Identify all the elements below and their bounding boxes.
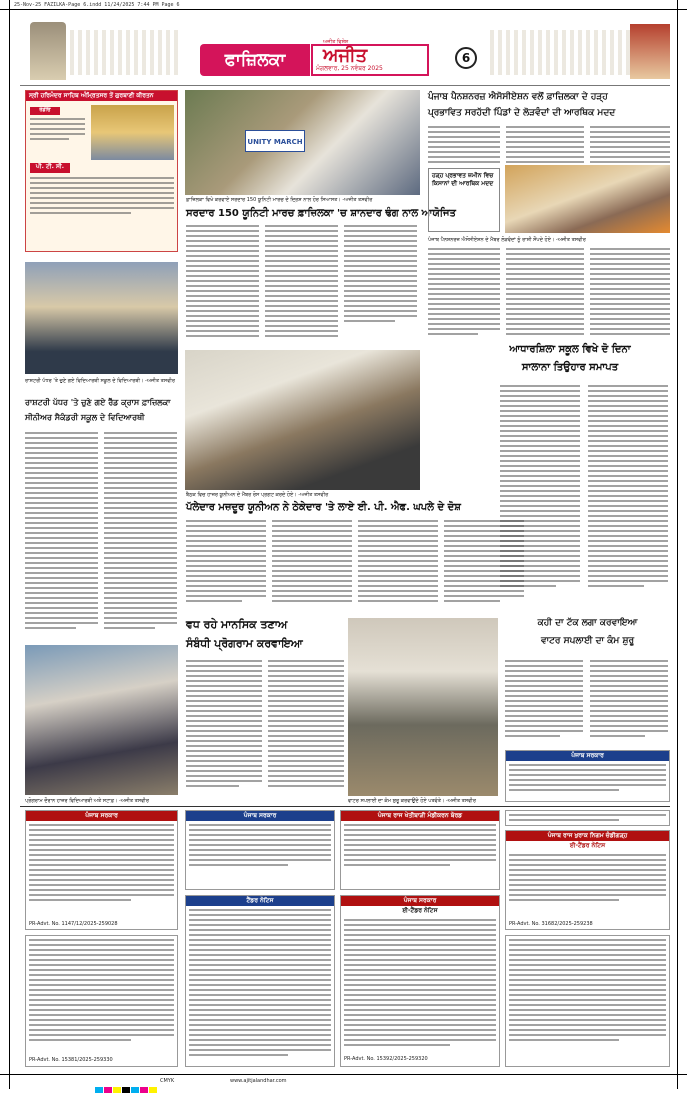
unity-march-photo xyxy=(185,90,420,195)
ad-punjab-govt-1-title: ਪੰਜਾਬ ਸਰਕਾਰ xyxy=(506,751,669,761)
lead-body-bottom xyxy=(428,248,673,338)
page-number: 6 xyxy=(455,47,477,69)
mental-headline-line1: ਵਧ ਰਹੇ ਮਾਨਸਿਕ ਤਣਾਅ xyxy=(186,618,288,631)
mental-headline-line2: ਸੰਬੰਧੀ ਪ੍ਰੋਗਰਾਮ ਕਰਵਾਇਆ xyxy=(186,637,303,650)
mental-caption-text: ਪ੍ਰੋਗਰਾਮ ਦੌਰਾਨ ਹਾਜ਼ਰ ਵਿਦਿਆਰਥੀ ਅਤੇ ਸਟਾਫ਼। xyxy=(25,798,118,804)
school-reporter: -ਅਜੀਤ ਤਸਵੀਰ xyxy=(145,378,175,384)
water-body xyxy=(505,660,670,745)
ad-punjab-govt-3-title: ਪੰਜਾਬ ਸਰਕਾਰ xyxy=(186,811,334,821)
masthead-paper-name: ਅਜੀਤ xyxy=(311,44,429,76)
mental-caption xyxy=(25,798,345,804)
unity-march-caption-text: ਫ਼ਾਜ਼ਿਲਕਾ ਵਿਖੇ ਕਰਵਾਏ ਸਰਦਾਰ 150 ਯੂਨਿਟੀ ਮਾਰਚ ਦੇ ਦ੍ਰਿਸ਼ ਨਾਲ ਹੋਰ ਸਿਆਸਤ। xyxy=(186,197,341,203)
union-body xyxy=(186,520,526,610)
mental-reporter: -ਅਜੀਤ ਤਸਵੀਰ xyxy=(118,798,149,804)
lead-pullquote: ਹੜ੍ਹ ਪ੍ਰਭਾਵਤ ਜ਼ਮੀਨ ਵਿਚ ਕਿਸਾਨਾਂ ਦੀ ਆਰਥਿਕ ਮਦਦ xyxy=(428,168,500,232)
crop-line-bottom xyxy=(0,1074,687,1075)
gurbani-text-2 xyxy=(30,177,174,247)
unity-march-reporter: -ਅਜੀਤ ਤਸਵੀਰ xyxy=(342,197,373,203)
clock-tower-image xyxy=(30,22,66,80)
ad-nigam-subtitle: ਈ-ਟੈਂਡਰ ਨੋਟਿਸ xyxy=(506,841,669,851)
mental-body xyxy=(186,660,346,795)
annual-headline-line2: ਸਾਲਾਨਾ ਤਿਉਹਾਰ ਸਮਾਪਤ xyxy=(521,362,619,373)
school-headline-line1: ਰਾਸ਼ਟਰੀ ਪੱਧਰ 'ਤੇ ਚੁਣੇ ਗਏ ਰੈੱਡ ਕ੍ਰਾਸ ਫ਼ਾਜ਼ਿਲਕਾ xyxy=(25,398,171,407)
crop-line-left xyxy=(9,0,10,1089)
union-meeting-photo xyxy=(185,350,420,490)
lead-caption xyxy=(428,237,673,243)
ads-rule xyxy=(20,806,670,807)
ad-pr-adv-1: PR-Advt. No. 1147/12/2025-259028 xyxy=(29,921,118,927)
ad-tender-notice-title: ਟੈਂਡਰ ਨੋਟਿਸ xyxy=(186,896,334,906)
ad-strip xyxy=(505,810,670,826)
lead-reporter: -ਅਜੀਤ ਤਸਵੀਰ xyxy=(555,237,586,243)
lead-headline-line2: ਪ੍ਰਭਾਵਿਤ ਸਰਹੱਦੀ ਪਿੰਡਾਂ ਦੇ ਲੋੜਵੰਦਾਂ ਦੀ ਆਰਥਿਕ ਮਦਦ xyxy=(428,108,616,118)
lead-caption-text: ਪੰਜਾਬ ਪੈਨਸ਼ਨਰਜ਼ ਐਸੋਸੀਏਸ਼ਨ ਦੇ ਮੈਂਬਰ ਲੋੜਵੰਦਾਂ ਨੂੰ ਰਾਸ਼ੀ ਸੌਂਪਦੇ ਹੋਏ। xyxy=(428,237,555,243)
print-slug: 25-Nov-25 FAZILKA-Page 6.indd 11/24/2025 7:44 PM Page 6 xyxy=(14,2,180,8)
water-headline-line2: ਵਾਟਰ ਸਪਲਾਈ ਦਾ ਕੰਮ ਸ਼ੁਰੂ xyxy=(540,636,635,646)
school-caption-text: ਰਾਸ਼ਟਰੀ ਪੱਧਰ 'ਤੇ ਚੁਣੇ ਗਏ ਵਿਦਿਆਰਥੀ ਸਕੂਲ ਦੇ ਵਿਦਿਆਰਥੀ। xyxy=(25,378,144,384)
water-caption xyxy=(348,798,498,804)
ad-nigam-title: ਪੰਜਾਬ ਰਾਜ ਖੁਰਾਕ ਨਿਗਮ ਚੰਡੀਗੜ੍ਹ xyxy=(506,831,669,841)
union-caption-text: ਬੈਠਕ ਵਿਚ ਹਾਜ਼ਰ ਯੂਨੀਅਨ ਦੇ ਮੈਂਬਰ ਰੋਸ ਪ੍ਰਗਟ ਕਰਦੇ ਹੋਏ। xyxy=(186,492,297,498)
ad-pr-adv-2: PR-Advt. No. 15381/2025-259330 xyxy=(29,1057,113,1063)
color-registration-strip xyxy=(95,1078,215,1086)
ptc-label: ਪੀ. ਟੀ. ਸੀ. xyxy=(30,163,70,173)
gurbani-ad xyxy=(25,90,178,252)
ad-pr-adv-4: PR-Advt. No. 15392/2025-259320 xyxy=(344,1056,428,1062)
annual-body xyxy=(500,385,670,600)
ad-punjab-govt-3 xyxy=(185,810,335,890)
epaper-url: www.ajitjalandhar.com xyxy=(230,1078,287,1084)
ad-left-bottom xyxy=(25,935,178,1067)
monument-image xyxy=(630,24,670,79)
ad-punjab-govt-4 xyxy=(340,895,500,1067)
ad-punjab-govt-1 xyxy=(505,750,670,802)
masthead-rule xyxy=(20,85,670,86)
gurbani-ad-title: ਸ੍ਰੀ ਹਰਿਮੰਦਰ ਸਾਹਿਬ ਅੰਮ੍ਰਿਤਸਰ ਤੋਂ ਗੁਰਬਾਣੀ ਕੀਰਤਨ xyxy=(26,91,177,101)
masthead-date: ਮੰਗਲਵਾਰ, 25 ਨਵੰਬਰ 2025 xyxy=(316,65,383,72)
ad-punjab-govt-4-title: ਪੰਜਾਬ ਸਰਕਾਰ xyxy=(341,896,499,906)
unity-march-banner: UNITY MARCH xyxy=(245,130,305,152)
water-supply-photo xyxy=(348,618,498,796)
ad-punjab-govt-2-title: ਪੰਜਾਬ ਸਰਕਾਰ xyxy=(26,811,177,821)
water-reporter: -ਅਜੀਤ ਤਸਵੀਰ xyxy=(445,798,476,804)
ad-mandi-board xyxy=(340,810,500,890)
masthead-label: ਅਜੀਤ ਵਿਸ਼ੇਸ਼ xyxy=(323,39,349,45)
radio-label: ਰੇਡੀਓ xyxy=(30,107,60,115)
annual-headline-line1: ਆਧਾਰਸ਼ਿਲਾ ਸਕੂਲ ਵਿਖੇ ਦੋ ਦਿਨਾ xyxy=(509,344,631,355)
ad-tender-detail: ਈ-ਟੈਂਡਰ ਨੋਟਿਸ xyxy=(341,906,499,916)
golden-temple-image xyxy=(91,105,174,160)
masthead xyxy=(185,40,445,80)
union-headline: ਪੱਲੇਦਾਰ ਮਜ਼ਦੂਰ ਯੂਨੀਅਨ ਨੇ ਠੇਕੇਦਾਰ 'ਤੇ ਲਾਏ ਈ. ਪੀ. ਐਫ. ਘਪਲੇ ਦੇ ਦੋਸ਼ xyxy=(186,502,461,513)
ad-tender-notice xyxy=(185,895,335,1067)
school-body xyxy=(25,432,178,637)
unity-march-body xyxy=(186,225,419,345)
unity-march-caption xyxy=(186,197,419,203)
crop-line-top xyxy=(0,9,687,10)
ad-punjab-govt-2 xyxy=(25,810,178,930)
masthead-pattern-left xyxy=(70,30,180,75)
water-headline-line1: ਕਹੀ ਦਾ ਟੱਕ ਲਗਾ ਕਰਵਾਇਆ xyxy=(537,618,638,628)
cmyk-label: CMYK xyxy=(160,1078,175,1084)
union-reporter: -ਅਜੀਤ ਤਸਵੀਰ xyxy=(298,492,329,498)
lead-headline-line1: ਪੰਜਾਬ ਪੈਨਸ਼ਨਰਜ਼ ਐਸੋਸੀਏਸ਼ਨ ਵਲੋਂ ਫ਼ਾਜ਼ਿਲਕਾ ਦੇ ਹੜ੍ਹ xyxy=(428,92,608,102)
gurbani-text-1 xyxy=(30,118,85,158)
school-headline-line2: ਸੀਨੀਅਰ ਸੈਕੰਡਰੀ ਸਕੂਲ ਦੇ ਵਿਦਿਆਰਥੀ xyxy=(25,413,145,422)
school-students-photo xyxy=(25,262,178,374)
water-caption-text: ਵਾਟਰ ਸਪਲਾਈ ਦਾ ਕੰਮ ਸ਼ੁਰੂ ਕਰਵਾਉਂਦੇ ਹੋਏ ਪਤਵੰਤੇ। xyxy=(348,798,445,804)
ad-nigam xyxy=(505,830,670,930)
ad-mandi-board-title: ਪੰਜਾਬ ਰਾਜ ਖੇਤੀਬਾੜੀ ਮੰਡੀਕਰਨ ਬੋਰਡ xyxy=(341,811,499,821)
mental-health-photo xyxy=(25,645,178,795)
masthead-district: ਫਾਜ਼ਿਲਕਾ xyxy=(200,44,310,76)
lead-body-top xyxy=(428,126,673,166)
unity-march-headline: ਸਰਦਾਰ 150 ਯੂਨਿਟੀ ਮਾਰਚ ਫ਼ਾਜ਼ਿਲਕਾ 'ਚ ਸ਼ਾਨਦਾਰ ਢੰਗ ਨਾਲ ਆਯੋਜਿਤ xyxy=(186,208,456,219)
union-caption xyxy=(186,492,419,498)
masthead-pattern-right xyxy=(490,30,630,75)
lead-photo xyxy=(505,165,670,233)
crop-line-right xyxy=(677,0,678,1089)
ad-right-bottom xyxy=(505,935,670,1067)
ad-pr-adv-3: PR-Advt. No. 31682/2025-259238 xyxy=(509,921,593,927)
school-caption xyxy=(25,378,178,384)
